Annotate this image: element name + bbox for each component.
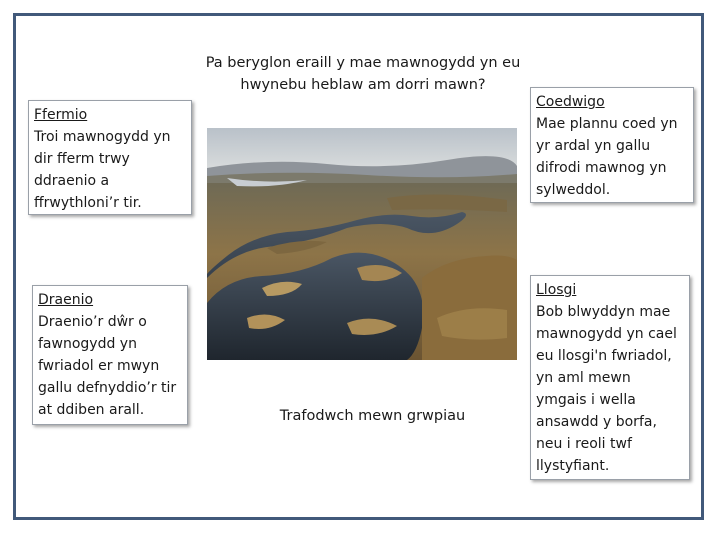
card-llosgi-body: Bob blwyddyn mae mawnogydd yn cael eu llosgi'n fwriadol, yn aml mewn ymgais i wella ansawdd y borfa, neu i reoli twf llystyfiant. — [536, 304, 677, 474]
card-ffermio-body: Troi mawnogydd yn dir fferm trwy ddraenio a ffrwythloni’r tir. — [34, 129, 171, 211]
discussion-prompt: Trafodwch mewn grwpiau — [279, 408, 466, 424]
card-ffermio — [28, 100, 192, 215]
slide-question — [200, 52, 526, 96]
card-draenio-heading: Draenio — [38, 292, 94, 308]
card-coedwigo — [530, 87, 694, 203]
card-draenio-body: Draenio’r dŵr o fawnogydd yn fwriadol er mwyn gallu defnyddio’r tir at ddiben arall. — [38, 314, 177, 418]
card-draenio — [32, 285, 188, 425]
card-coedwigo-heading: Coedwigo — [536, 94, 605, 110]
card-ffermio-heading: Ffermio — [34, 107, 88, 123]
card-coedwigo-body: Mae plannu coed yn yr ardal yn gallu difrodi mawnog yn sylweddol. — [536, 116, 678, 198]
question-line-1: Pa beryglon eraill y mae mawnogydd yn eu — [205, 55, 521, 71]
card-llosgi — [530, 275, 690, 480]
card-llosgi-heading: Llosgi — [536, 282, 577, 298]
peatland-photo — [207, 128, 517, 360]
question-line-2: hwynebu heblaw am dorri mawn? — [240, 77, 486, 93]
